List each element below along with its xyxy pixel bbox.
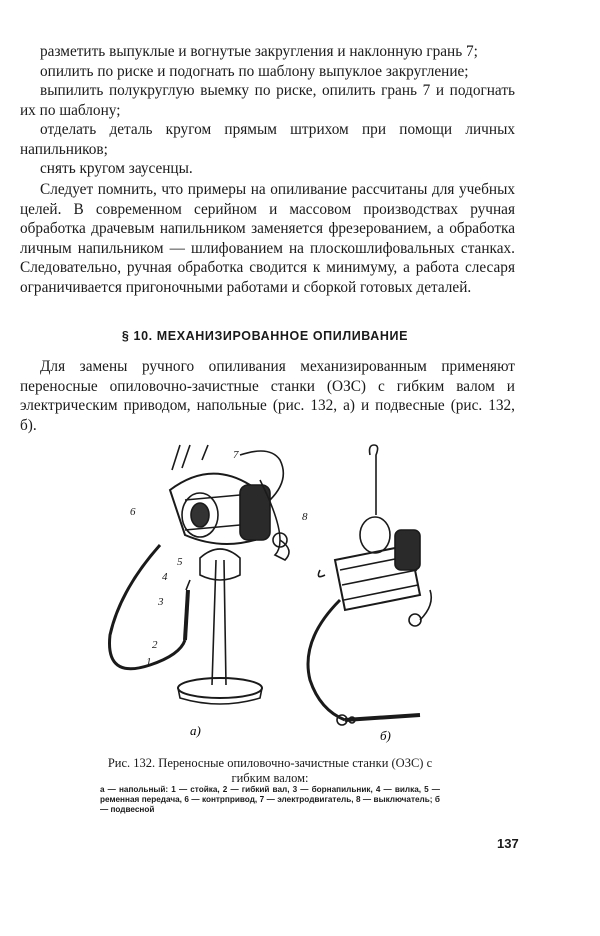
figure-132 (90, 440, 470, 750)
machines-illustration (90, 440, 470, 750)
operations-list (20, 42, 515, 179)
floor-machine-drawing (110, 445, 290, 704)
callout-5: 5 (177, 556, 183, 568)
paragraph-section-block (20, 357, 515, 435)
callout-4: 4 (162, 571, 168, 583)
figure-caption-legend: а — напольный: 1 — стойка, 2 — гибкий вал, 3 — борнапильник, 4 — вилка, 5 — ременная передача, 6 — контрпривод, 7 — электродвигатель, 8 — выключатель; б — подвесной (100, 785, 440, 814)
section-heading: § 10. МЕХАНИЗИРОВАННОЕ ОПИЛИВАНИЕ (121, 329, 409, 343)
paragraph-section: Для замены ручного опиливания механизированным применяют переносные опиловочно-зачистные станки (ОЗС) с гибким валом и электрическим приводом, напольные (рис. 132, а) и подвесные (рис. 132, б). (20, 358, 515, 434)
callout-6: 6 (130, 506, 136, 518)
callout-3: 3 (158, 596, 164, 608)
list-item: опилить по риске и подогнать по шаблону выпуклое закругление; (40, 62, 469, 80)
callout-2: 2 (152, 639, 158, 651)
callout-7: 7 (233, 449, 239, 461)
figure-label-b: б) (380, 728, 391, 743)
callout-8: 8 (302, 511, 308, 523)
list-item: отделать деталь кругом прямым штрихом при помощи личных напильников; (20, 121, 515, 158)
page-number: 137 (497, 836, 519, 851)
hanging-machine-drawing (308, 445, 431, 725)
list-item: снять кругом заусенцы. (40, 160, 193, 177)
figure-label-a: а) (190, 723, 201, 738)
figure-caption-title: Рис. 132. Переносные опиловочно-зачистные станки (ОЗС) с гибким валом: (107, 756, 433, 785)
list-item: выпилить полукруглую выемку по риске, опилить грань 7 и подогнать их по шаблону; (20, 82, 515, 119)
paragraph-practice: Следует помнить, что примеры на опиливание рассчитаны для учебных целей. В современном серийном и массовом производствах ручная обработка драчевым напильником заменяется фрезерованием, а обработка личным напильником — шлифованием на плоскошлифовальных станках. Следовательно, ручная обработка сводится к минимуму, а работа слесаря ограничивается пригоночными работами и сборкой готовых деталей. (20, 181, 515, 296)
paragraph-practice-block (20, 180, 515, 297)
list-item: разметить выпуклые и вогнутые закругления и наклонную грань 7; (40, 43, 478, 60)
callout-1: 1 (146, 656, 152, 668)
